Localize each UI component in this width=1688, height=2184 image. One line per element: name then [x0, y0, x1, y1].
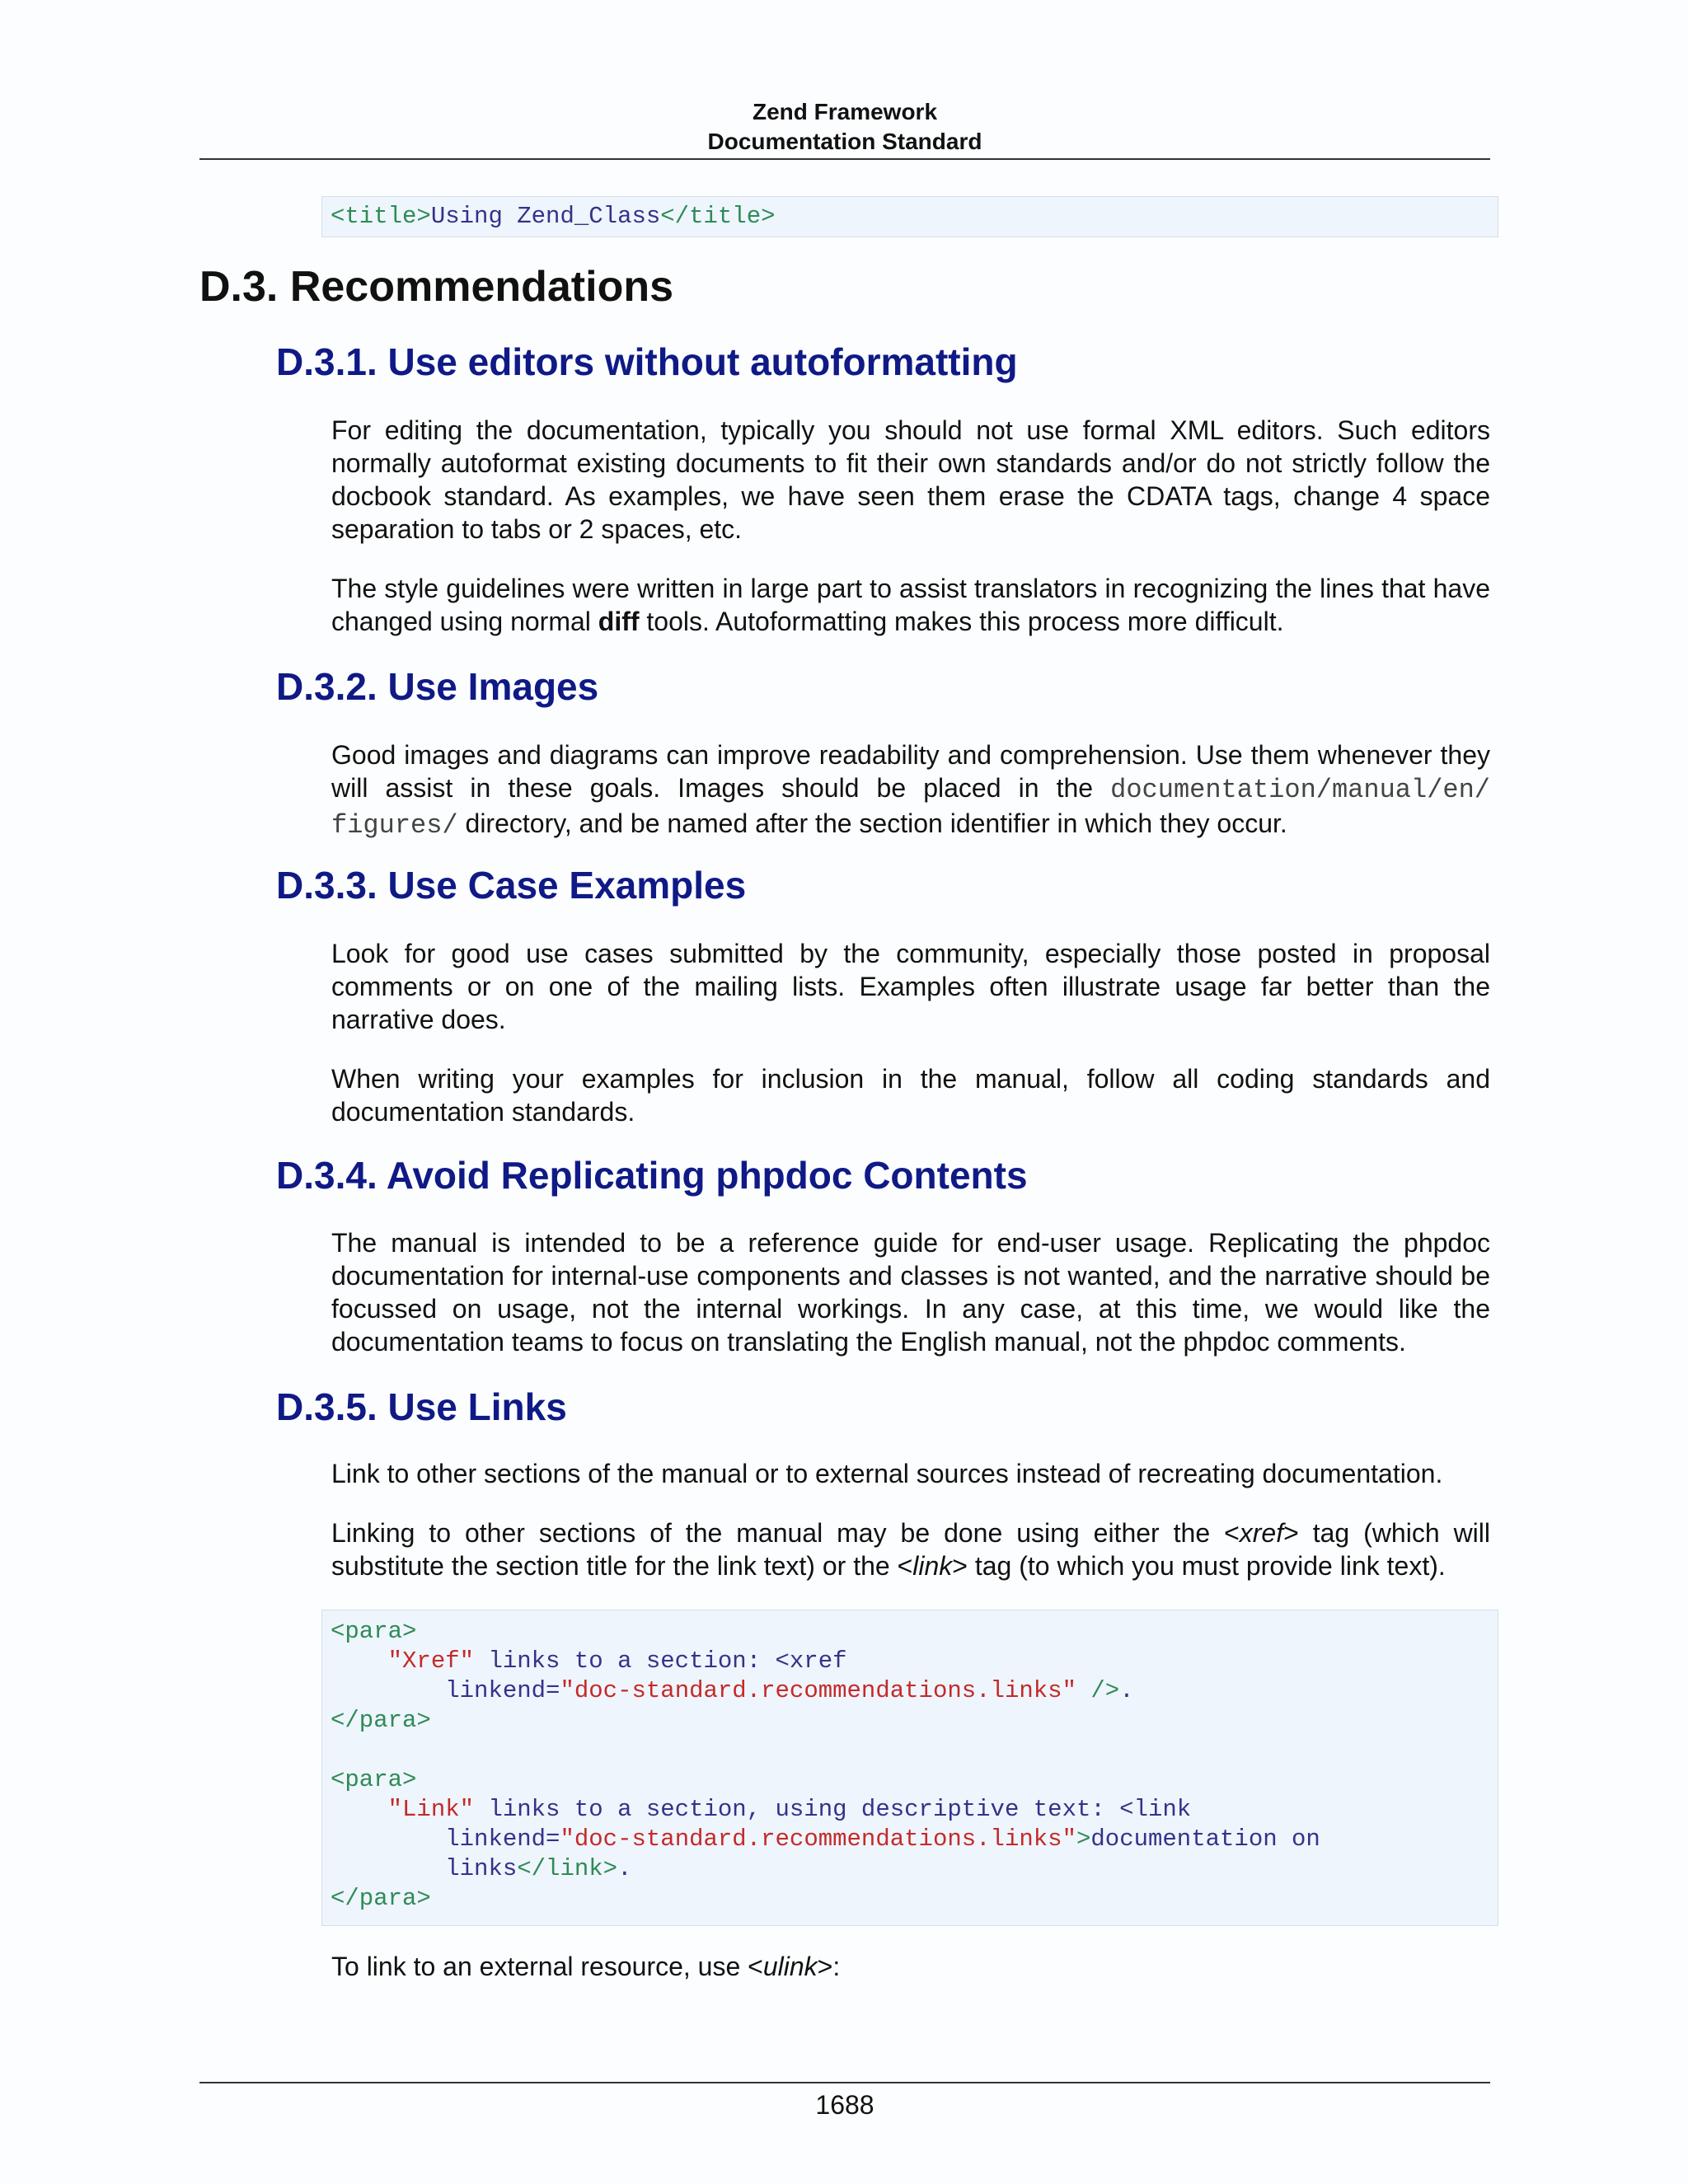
- section-title: D.3. Recommendations: [199, 263, 674, 311]
- file-path: documentation/manual/en/ figures/: [331, 775, 1490, 841]
- code-block-title: [321, 196, 1498, 237]
- paragraph: [331, 572, 1490, 638]
- code-tag: </para>: [331, 1707, 431, 1734]
- text-run: To link to an external resource, use <: [331, 1952, 763, 1981]
- text-run: > tag (which will substitute the section title for the link text) or the <: [331, 1518, 1491, 1581]
- subsection-title-editors: D.3.1. Use editors without autoformatting: [276, 340, 1018, 383]
- code-text: documentation on: [1090, 1825, 1320, 1853]
- text-run: Good images and diagrams can improve readability and comprehension. Use them whenever they will assist in these goals. Images should be placed in the: [331, 740, 1490, 803]
- code-line: [331, 1825, 1498, 1854]
- code-line: [331, 1795, 1498, 1825]
- code-attr: linkend=: [445, 1825, 560, 1853]
- footer-rule: [199, 2082, 1490, 2083]
- header-rule: [199, 158, 1490, 160]
- paragraph: [331, 738, 1490, 842]
- code-text: links: [445, 1855, 518, 1882]
- paragraph: Link to other sections of the manual or to external sources instead of recreating documentation.: [331, 1459, 1443, 1488]
- bold-term: diff: [598, 607, 640, 636]
- tag-name: link: [912, 1551, 953, 1581]
- code-string: "Xref": [387, 1647, 475, 1675]
- code-line: [331, 1854, 1498, 1884]
- code-string: "doc-standard.recommendations.links": [560, 1825, 1076, 1853]
- tag-name: ulink: [762, 1952, 818, 1981]
- code-text: Using Zend_Class: [430, 203, 661, 230]
- paragraph: When writing your examples for inclusion in the manual, follow all coding standards and documentation standards.: [331, 1064, 1490, 1127]
- code-line: [331, 1736, 1498, 1765]
- code-tag: >: [1076, 1825, 1091, 1853]
- text-run: Linking to other sections of the manual may be done using either the <: [331, 1518, 1240, 1548]
- subsection-title-phpdoc: D.3.4. Avoid Replicating phpdoc Contents: [276, 1154, 1028, 1197]
- code-line: [331, 1647, 1498, 1676]
- text-run: > tag (to which you must provide link text).: [952, 1551, 1446, 1581]
- header-subtitle: Documentation Standard: [707, 129, 982, 154]
- code-line: [331, 1706, 1498, 1736]
- paragraph: Look for good use cases submitted by the community, especially those posted in proposal comments or on one of the mailing lists. Examples often illustrate usage far better than the narrative does.: [331, 939, 1490, 1034]
- code-text: links to a section, using descriptive text: <link: [474, 1796, 1192, 1823]
- subsection-title-links: D.3.5. Use Links: [276, 1385, 567, 1428]
- code-tag: <para>: [331, 1618, 417, 1645]
- code-tag: </link>: [517, 1855, 618, 1882]
- code-text: links to a section: <xref: [474, 1647, 847, 1675]
- code-string: "doc-standard.recommendations.links": [560, 1677, 1076, 1704]
- code-tag: </title>: [660, 203, 776, 230]
- code-block-links: [321, 1610, 1498, 1926]
- code-tag: <title>: [331, 203, 431, 230]
- paragraph: [331, 1516, 1490, 1582]
- code-text: .: [1119, 1677, 1134, 1704]
- code-tag: />: [1076, 1677, 1120, 1704]
- subsection-title-use-cases: D.3.3. Use Case Examples: [276, 864, 747, 907]
- code-line: [331, 1884, 1498, 1914]
- page-number: 1688: [815, 2090, 874, 2120]
- tag-name: xref: [1239, 1518, 1284, 1548]
- text-run: >:: [817, 1952, 841, 1981]
- paragraph: [331, 1950, 1490, 1983]
- header-title: Zend Framework: [752, 99, 938, 124]
- code-line: [331, 1617, 1498, 1647]
- running-header: [199, 97, 1490, 157]
- code-tag: </para>: [331, 1885, 431, 1912]
- code-text: .: [617, 1855, 632, 1882]
- paragraph: For editing the documentation, typically you should not use formal XML editors. Such editors normally autoformat existing documents to fit their own standards and/or do not strictly follow the docbook standard. As examples, we have seen them erase the CDATA tags, change 4 space separation to tabs or 2 spaces, etc.: [331, 415, 1490, 544]
- code-attr: linkend=: [445, 1677, 560, 1704]
- text-run: directory, and be named after the section identifier in which they occur.: [457, 808, 1287, 838]
- paragraph: The manual is intended to be a reference guide for end-user usage. Replicating the phpdoc documentation for internal-use components and classes is not wanted, and the narrative should be focussed on usage, not the internal workings. In any case, at this time, we would like the documentation teams to focus on translating the English manual, not the phpdoc comments.: [331, 1228, 1490, 1357]
- text-run: tools. Autoformatting makes this process more difficult.: [639, 607, 1284, 636]
- code-line: [331, 1765, 1498, 1795]
- code-line: [331, 1676, 1498, 1706]
- text-run: The style guidelines were written in large part to assist translators in recognizing the lines that have changed using normal: [331, 574, 1490, 636]
- subsection-title-images: D.3.2. Use Images: [276, 665, 599, 708]
- code-string: "Link": [387, 1796, 475, 1823]
- code-tag: <para>: [331, 1766, 417, 1793]
